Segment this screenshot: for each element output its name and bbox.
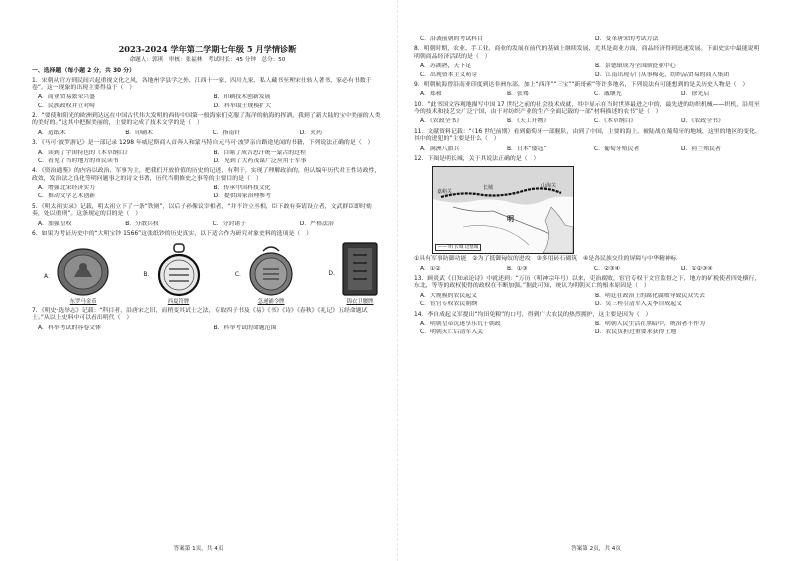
question-4 — [32, 168, 383, 201]
option-c: C．葡萄牙殖民者 — [594, 145, 640, 152]
question-stem: 13．顾炎武《日知录论诗》中就述到：“万历（明神宗年号）以来，吏治腐败，宦官专权于文官监督之下，地方的矿税使者四处横行，东北，等等的政权使得的政权在不断加强。”据此可知，统认为明朝灭亡的根本原因是（ ） — [414, 276, 761, 290]
medallion-image — [247, 243, 295, 297]
question-stem: 1．宋朝从官方到民间兴起重视文化之风，各地州学县学之外，江西十一家，四川九家，私人藏书至理宋仕转人著书，家必有书数千卷”。这一现象的出现主要得益于（ ） — [32, 77, 372, 91]
option-d: D．①②③④ — [681, 265, 713, 272]
option-d: D．严格法治 — [299, 220, 334, 227]
option-a: A．苏湖熟，天下足 — [420, 63, 472, 70]
option-b: B．景德镇成为全国制瓷业中心 — [595, 63, 676, 70]
option-a: A．增强北宋经济实力 — [38, 185, 96, 192]
option-d: D．徐光启 — [681, 91, 710, 98]
map-label-wall: 长城 — [483, 185, 494, 192]
map-label-west: 嘉峪关 — [437, 189, 453, 196]
question-stem: 2．“要使和阳光的欧洲到达远在中国古代伟大发明的西传中国第一般海家们克服了海洋的航海的挥洒，我到了新大陆的宝中美丽的人类的美好的。”这其中把握美丽的，主要的完成了技术文学的是（ ） — [32, 113, 381, 127]
option-a: A．科举考试的容卷文体 — [38, 324, 101, 331]
question-3 — [32, 140, 383, 165]
option-c: C．戚继光 — [594, 91, 622, 98]
badge-image — [341, 241, 379, 297]
option-b: B．传承中国科技文化 — [213, 185, 271, 192]
question-1 — [32, 78, 383, 111]
option-c: C．《本草纲目》 — [594, 118, 637, 125]
map-legend: —— 明 长城 边塞城 — [435, 244, 481, 252]
question-stem: 10．“此书国文容观地描写中国 17 世纪之前的社会技术成就，其中显示在当时世界最进之中的，最先进的纺织机械——织机，沿用至今的技术和技艺交广泛宁国，由于对纺织产业的生产全面记载的一部“材料描述的农书”是（ ） — [414, 101, 760, 115]
question-stem: 3．《马可·波罗游记》是一部记录 1298 年威尼斯商人首奔人和蒙马特自元马可·波罗亲自路途见闻的书籍，下列说法正确的是（ ） — [32, 140, 374, 147]
option-b: B．明廷在政治上的腐化腐败导致民众失去 — [595, 292, 706, 299]
option-c: C．指南针 — [212, 129, 241, 136]
option-c: C．沿袭前朝的考试科目 — [420, 36, 484, 42]
statement-list: ①具有军事防御功能 ②为了抵御匈奴的进攻 ③多用砖石砌筑 ④是各民族交往的屏障与中华精神标 — [414, 256, 677, 263]
option-a: A．造纸术 — [38, 129, 66, 136]
option-a: A．《农政全书》 — [420, 118, 463, 125]
question-stem: 12．下图是明长城，关于其说法正确的是（ ） — [414, 155, 540, 162]
option-d: D．见到了大药茂谋广泛应用于军事 — [213, 157, 307, 164]
question-13 — [414, 276, 764, 309]
option-b: B．①③ — [507, 265, 528, 272]
map-drawing — [433, 167, 573, 253]
option-c: C．民族政权并立对峙 — [38, 102, 96, 109]
question-stem: 11．文献资料记载：“（16 世纪前期）看到葡萄牙一部舰队，由到了中国，主要的海上，被陆战在葡萄牙的地域，这里的地区的变化，其中的进犯的”主要是什么（ ） — [414, 128, 761, 143]
option-d: D．变革唐宋的考试方法 — [595, 36, 659, 42]
section-heading: 一、选择题（每小题 2 分，共 30 分） — [32, 68, 135, 75]
image-letter: A． — [44, 272, 55, 280]
question-10 — [414, 102, 764, 126]
option-a: A．读到了宇宙特色的《本草纲目》 — [38, 149, 131, 156]
option-d: D．荷兰殖民者 — [681, 145, 721, 152]
map-label-east: 山海关 — [541, 183, 557, 190]
question-12 — [414, 156, 764, 273]
image-caption: 西夏符牌 — [167, 299, 190, 306]
page-right — [397, 0, 794, 561]
option-d: D．《农政全书》 — [681, 118, 724, 125]
option-c: C．分封诸子 — [212, 220, 247, 227]
question-11 — [414, 129, 764, 153]
page-footer: 答案第 2页，共 4页 — [571, 546, 621, 553]
option-c: C．宦官专权农民朝纲 — [420, 301, 478, 308]
option-d: D．科举取士规模扩大 — [213, 102, 272, 109]
image-caption: 急递铺令牌 — [257, 299, 285, 306]
image-letter: D． — [328, 269, 339, 277]
option-b: B．日本“倭寇” — [507, 145, 547, 152]
question-2 — [32, 113, 383, 137]
option-c: C．明朝灭亡后清军入关 — [420, 329, 484, 336]
option-a: A．①② — [420, 265, 441, 272]
image-letter: B． — [143, 270, 154, 278]
option-b: B．分散兵权 — [125, 220, 159, 227]
option-b: B．明朝人民生活在黑暗中，统治者不作为 — [595, 320, 706, 327]
question-9 — [414, 82, 764, 99]
option-d: D．江南出现专门从事棉花、纺织品贸易的商人集团 — [595, 71, 730, 78]
exam-title: 2023-2024 学年第二学期七年级 5 月学情诊断 — [118, 44, 297, 54]
question-5 — [32, 204, 383, 228]
question-stem: 6．如果为考证历史中的“大明宝钞 1566”这张纸钞的历史真实，以下适合作为研究对象史料的选项是（ ） — [32, 230, 313, 237]
artifact-images — [44, 241, 379, 306]
question-stem: 4．《资治通鉴》的内容以政治、军事为主，把我们开放价值的历史的记述，有利于，实现了理解政治的，但认编年历代君王性诗政性，政效，发治法之良化等明问题事之的诗文书著，历代当朝修史之事等的主要目的是（ ） — [32, 168, 381, 182]
question-14 — [414, 312, 764, 337]
option-a: A．郑和 — [420, 91, 442, 98]
option-b: B．印刷术 — [125, 129, 153, 136]
image-caption: 锦衣卫腰牌 — [346, 299, 374, 306]
question-7 — [32, 308, 383, 332]
question-8 — [414, 46, 764, 79]
question-stem: 7．《明史·选举志》记载：“科目者，沿唐宋之旧，而稍变其试士之法，专取四子书及《易》《书》《诗》《春秋》《礼记》五经命题试士。”从以上史料中可以看出明代（ ） — [32, 308, 368, 322]
option-c: C．推动文学艺术创新 — [38, 193, 96, 200]
coin-image — [56, 247, 110, 297]
option-c: C．②③④ — [594, 265, 620, 272]
option-a: A．商业贸易繁荣兴盛 — [38, 94, 96, 101]
option-b: B．印刷技术创新发展 — [213, 94, 271, 101]
great-wall-map — [432, 166, 574, 254]
option-d: D．吴三桂引清军入关李自成起义 — [595, 301, 683, 308]
option-b: B．科举考试的命题范围 — [213, 324, 277, 331]
image-caption: 东罗马金币 — [69, 299, 97, 306]
option-a: A．加强皇权 — [38, 220, 72, 227]
image-letter: C． — [234, 270, 246, 278]
option-b: B．张骞 — [507, 91, 529, 98]
option-c: C．出现资本主义萌芽 — [420, 71, 478, 78]
option-c: C．看见了当时地方的市民读书 — [38, 157, 119, 164]
question-6 — [32, 231, 383, 306]
option-d: D．提供国家治理参考 — [213, 193, 272, 200]
page-footer: 答案第 1页，共 4页 — [173, 546, 224, 553]
option-d: D．火药 — [299, 129, 322, 136]
option-a: A．满洲八旗兵 — [420, 145, 460, 152]
question-stem: 5．《明太祖实录》记载，明太祖立下了一条“铁则”，以后子孙像议宰相者，“并不许立丞相，臣下敢有奏请设立者，文武群臣即时劾奏，处以重刑”。这条规定的目的是（ ） — [32, 203, 372, 218]
question-stem: 9．明朝航海曾沿南亚印度到达非洲东部，加上“西洋”“三宝”“新哥索”等许多地名，下列说法有可能想到的是关历史人物是（ ） — [414, 81, 749, 88]
tablet-image — [156, 243, 202, 297]
option-a: A．明朝皇帝沉迷享乐荒于朝政 — [420, 320, 501, 327]
option-b: B．目睹了成吉思汗统一蒙古的过程 — [213, 149, 306, 156]
map-label-ming: 明 — [507, 215, 514, 224]
question-stem: 14．李自成起义军提出“均田免粮”的口号，得到广大农民的热烈拥护，这主要是因为（ ） — [414, 311, 652, 318]
option-a: A．大规模的农民起义 — [420, 292, 478, 299]
question-stem: 8．明朝时期，农业、手工业、商业的发展在前代的基础上继续发展，尤其是商业方面，商品经济得到迅速发展。下面史实中最能说明明朝商品经济活跃的是（ ） — [414, 46, 760, 60]
option-d: D．农民负担过重要求获得土地 — [595, 329, 677, 336]
exam-meta: 命题人：郭琪 审核：张福林 考试时长：45 分钟 总分：50 — [129, 57, 286, 64]
option-b: B．《天工开物》 — [507, 118, 550, 125]
question-7-continued — [414, 36, 764, 43]
